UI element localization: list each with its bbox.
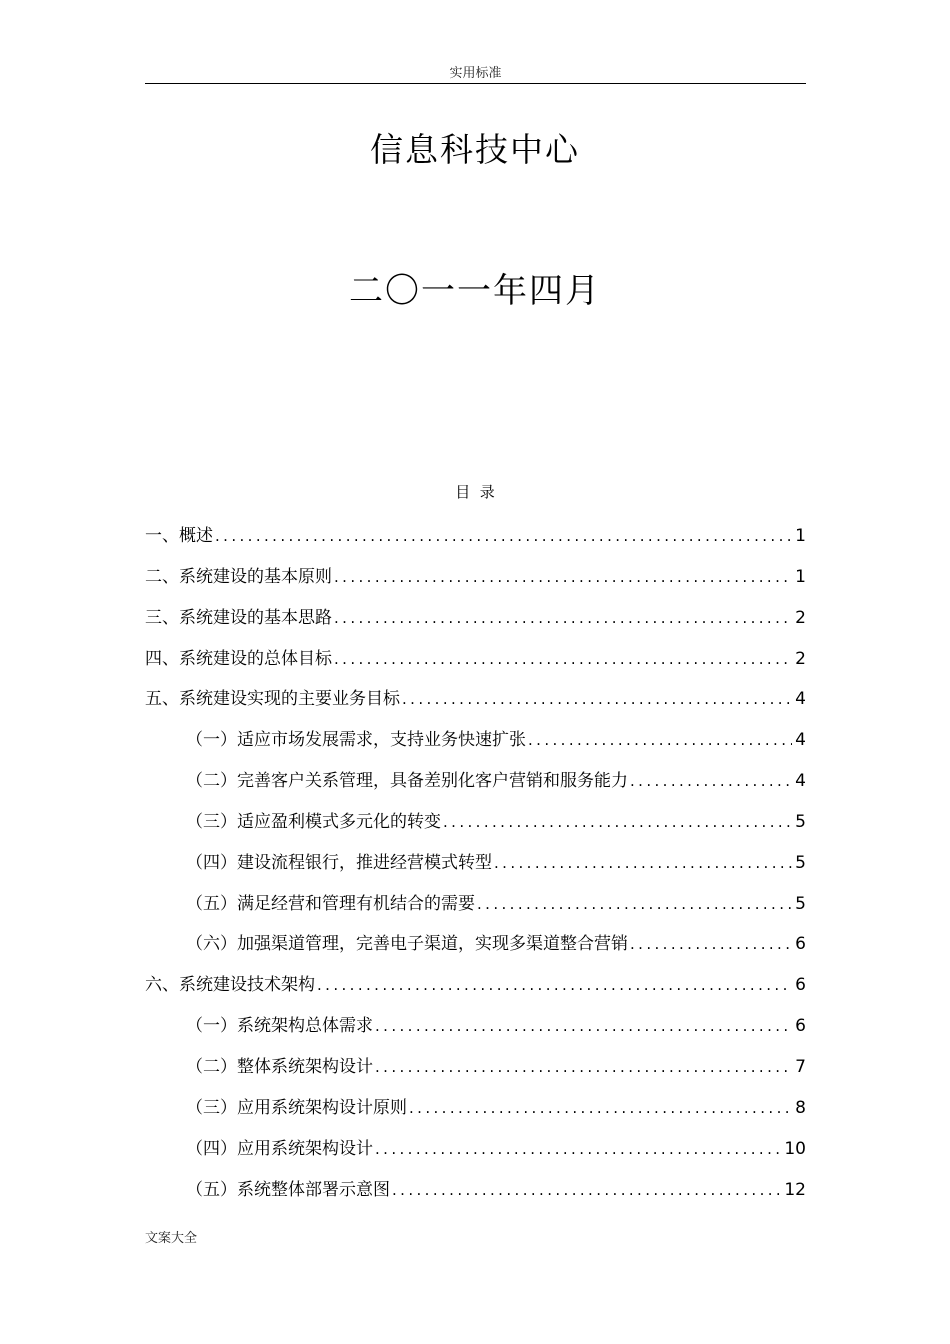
- toc-entry[interactable]: [145, 965, 806, 1006]
- date-title: 二〇一一年四月: [349, 271, 601, 311]
- toc-leader-dots: [630, 924, 792, 964]
- toc-entry[interactable]: [145, 843, 806, 884]
- toc-entry-page: 12: [784, 1179, 806, 1200]
- table-of-contents: [145, 516, 806, 1210]
- toc-entry-label: （五）满足经营和管理有机结合的需要: [186, 893, 475, 914]
- toc-entry-page: 1: [795, 526, 806, 546]
- toc-entry-label: （四）应用系统架构设计: [186, 1138, 373, 1159]
- toc-entry-label: （三）应用系统架构设计原则: [186, 1097, 407, 1118]
- toc-leader-dots: [375, 1047, 792, 1087]
- toc-entry-label: （六）加强渠道管理，完善电子渠道，实现多渠道整合营销: [186, 934, 628, 955]
- toc-entry[interactable]: [145, 557, 806, 598]
- toc-entry[interactable]: [145, 679, 806, 720]
- toc-entry-page: 2: [795, 607, 806, 628]
- running-header: 实用标准: [449, 66, 502, 81]
- toc-leader-dots: [334, 557, 792, 597]
- toc-entry[interactable]: [145, 884, 806, 925]
- toc-entry[interactable]: [145, 802, 806, 843]
- toc-leader-dots: [443, 802, 792, 842]
- toc-leader-dots: [494, 843, 792, 883]
- toc-entry-page: 4: [795, 730, 806, 751]
- toc-entry-label: 三、系统建设的基本思路: [145, 607, 332, 628]
- toc-leader-dots: [409, 1088, 792, 1128]
- toc-entry[interactable]: [145, 639, 806, 680]
- toc-entry-page: 4: [795, 689, 806, 710]
- toc-entry[interactable]: [145, 516, 806, 557]
- toc-entry-page: 1: [795, 566, 806, 587]
- organization-title: 信息科技中心: [370, 130, 580, 169]
- toc-entry-label: （三）适应盈利模式多元化的转变: [186, 811, 441, 832]
- toc-entry-page: 5: [795, 852, 806, 873]
- toc-entry-label: （一）适应市场发展需求，支持业务快速扩张: [186, 730, 526, 751]
- toc-leader-dots: [334, 598, 792, 638]
- toc-leader-dots: [630, 761, 792, 801]
- toc-entry-page: 7: [795, 1056, 806, 1077]
- toc-entry-page: 4: [795, 771, 806, 792]
- header-rule: [145, 83, 806, 84]
- toc-leader-dots: [392, 1170, 781, 1210]
- toc-entry-label: 一、概述: [145, 526, 213, 546]
- toc-leader-dots: [375, 1129, 781, 1169]
- toc-leader-dots: [402, 679, 792, 719]
- toc-entry-page: 5: [795, 811, 806, 832]
- toc-entry-page: 8: [795, 1097, 806, 1118]
- toc-entry[interactable]: [145, 761, 806, 802]
- toc-entry-label: （四）建设流程银行，推进经营模式转型: [186, 852, 492, 873]
- toc-leader-dots: [334, 639, 792, 679]
- toc-entry-label: （二）整体系统架构设计: [186, 1056, 373, 1077]
- toc-entry-label: （五）系统整体部署示意图: [186, 1179, 390, 1200]
- toc-heading: 目 录: [455, 483, 495, 501]
- toc-leader-dots: [317, 965, 792, 1005]
- toc-entry-label: （一）系统架构总体需求: [186, 1016, 373, 1037]
- toc-entry-page: 5: [795, 893, 806, 914]
- toc-entry[interactable]: [145, 720, 806, 761]
- toc-leader-dots: [215, 516, 792, 556]
- toc-entry-page: 10: [784, 1138, 806, 1159]
- toc-entry-page: 6: [795, 934, 806, 955]
- toc-entry-label: 六、系统建设技术架构: [145, 975, 315, 996]
- toc-entry[interactable]: [145, 1088, 806, 1129]
- toc-leader-dots: [477, 884, 792, 924]
- toc-entry-label: （二）完善客户关系管理，具备差别化客户营销和服务能力: [186, 771, 628, 792]
- toc-entry-page: 6: [795, 1016, 806, 1037]
- toc-entry-label: 四、系统建设的总体目标: [145, 648, 332, 669]
- toc-entry[interactable]: [145, 1170, 806, 1211]
- toc-entry-label: 五、系统建设实现的主要业务目标: [145, 689, 400, 710]
- toc-entry-page: 2: [795, 648, 806, 669]
- toc-entry-page: 6: [795, 975, 806, 996]
- toc-entry[interactable]: [145, 1129, 806, 1170]
- toc-entry-label: 二、系统建设的基本原则: [145, 566, 332, 587]
- toc-leader-dots: [375, 1006, 792, 1046]
- toc-entry[interactable]: [145, 598, 806, 639]
- toc-leader-dots: [528, 720, 792, 760]
- running-footer: 文案大全: [145, 1231, 198, 1246]
- toc-entry[interactable]: [145, 1006, 806, 1047]
- toc-entry[interactable]: [145, 1047, 806, 1088]
- toc-entry[interactable]: [145, 924, 806, 965]
